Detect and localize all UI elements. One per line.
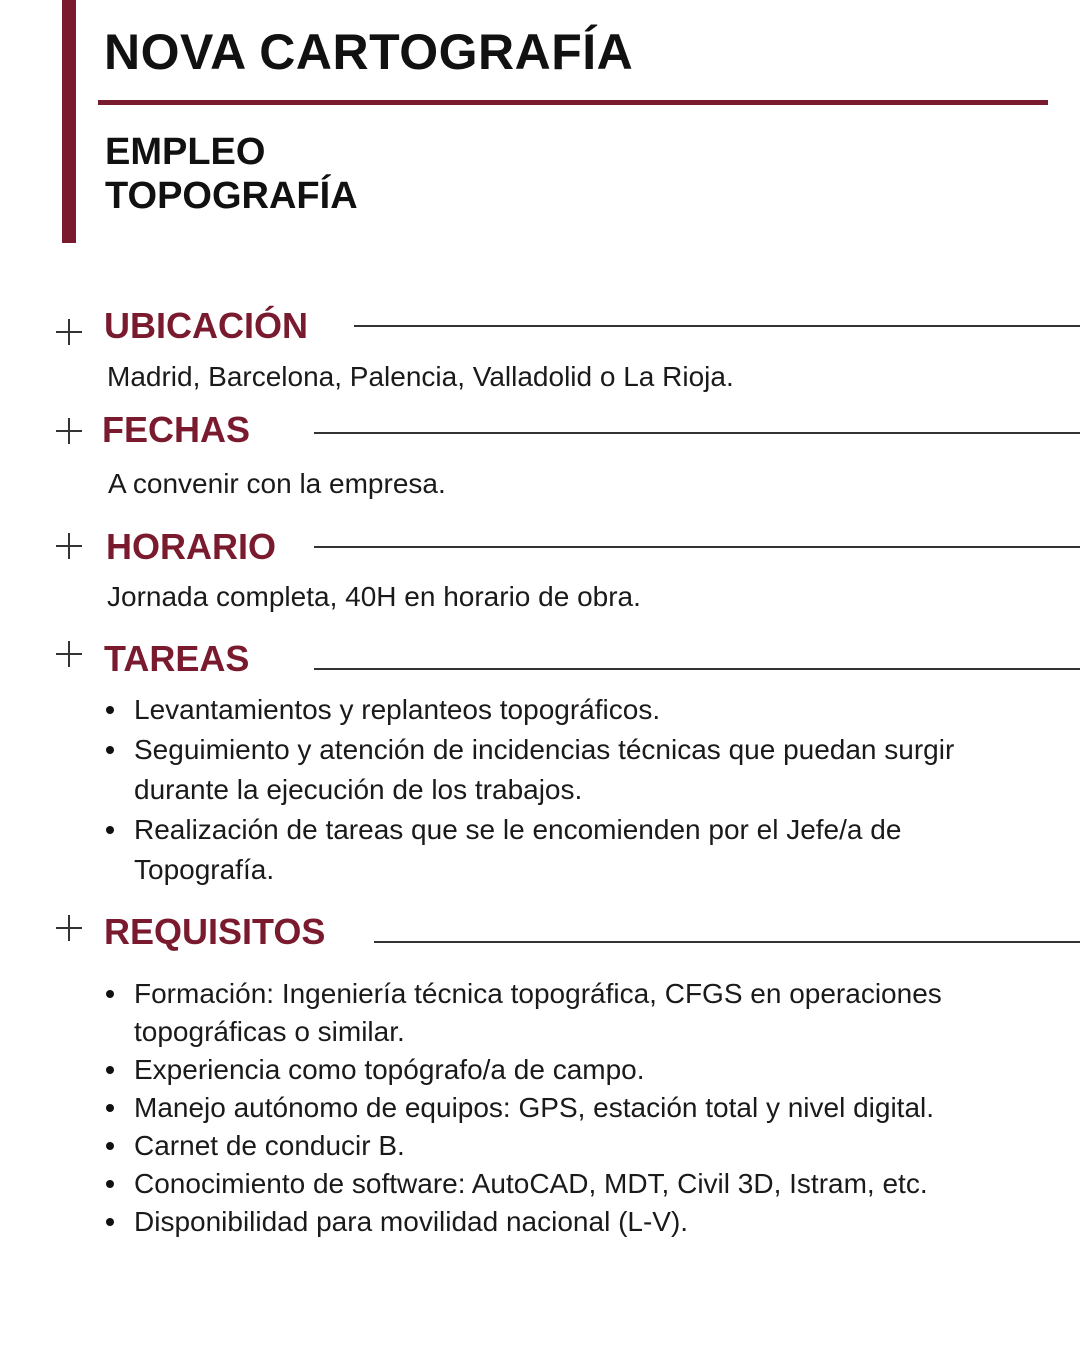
list-item: Realización de tareas que se le encomienden por el Jefe/a de Topografía. xyxy=(106,810,1046,890)
header-divider xyxy=(98,100,1048,105)
section-title-horario: HORARIO xyxy=(106,526,276,567)
plus-icon xyxy=(56,533,82,559)
section-title-requisitos: REQUISITOS xyxy=(104,911,326,952)
accent-vertical-bar xyxy=(62,0,76,243)
section-title-ubicacion: UBICACIÓN xyxy=(104,305,308,346)
section-title-fechas: FECHAS xyxy=(102,409,251,450)
list-item: Disponibilidad para movilidad nacional (L-V). xyxy=(106,1203,1046,1241)
section-divider xyxy=(314,668,1080,670)
section-text-horario: Jornada completa, 40H en horario de obra. xyxy=(107,581,641,612)
plus-icon xyxy=(56,319,82,345)
section-divider xyxy=(314,432,1080,434)
job-title xyxy=(105,130,358,218)
list-item: Manejo autónomo de equipos: GPS, estación total y nivel digital. xyxy=(106,1089,1046,1127)
section-divider xyxy=(314,546,1080,548)
list-item: Levantamientos y replanteos topográficos. xyxy=(106,690,1046,730)
tareas-list xyxy=(106,690,1046,890)
company-name: NOVA CARTOGRAFÍA xyxy=(104,24,634,80)
requisitos-list xyxy=(106,975,1046,1241)
job-title-line-1: EMPLEO xyxy=(105,131,266,173)
list-item: Seguimiento y atención de incidencias técnicas que puedan surgir durante la ejecución de los trabajos. xyxy=(106,730,1046,810)
list-item: Experiencia como topógrafo/a de campo. xyxy=(106,1051,1046,1089)
list-item: Carnet de conducir B. xyxy=(106,1127,1046,1165)
plus-icon xyxy=(56,915,82,941)
section-divider xyxy=(354,325,1080,327)
section-text-ubicacion: Madrid, Barcelona, Palencia, Valladolid o La Rioja. xyxy=(107,361,734,392)
section-divider xyxy=(374,941,1080,943)
plus-icon xyxy=(56,418,82,444)
section-text-fechas: A convenir con la empresa. xyxy=(108,468,446,499)
job-title-line-2: TOPOGRAFÍA xyxy=(105,175,358,217)
list-item: Conocimiento de software: AutoCAD, MDT, Civil 3D, Istram, etc. xyxy=(106,1165,1046,1203)
plus-icon xyxy=(56,641,82,667)
list-item: Formación: Ingeniería técnica topográfica, CFGS en operaciones topográficas o similar. xyxy=(106,975,1046,1051)
section-title-tareas: TAREAS xyxy=(104,638,250,679)
